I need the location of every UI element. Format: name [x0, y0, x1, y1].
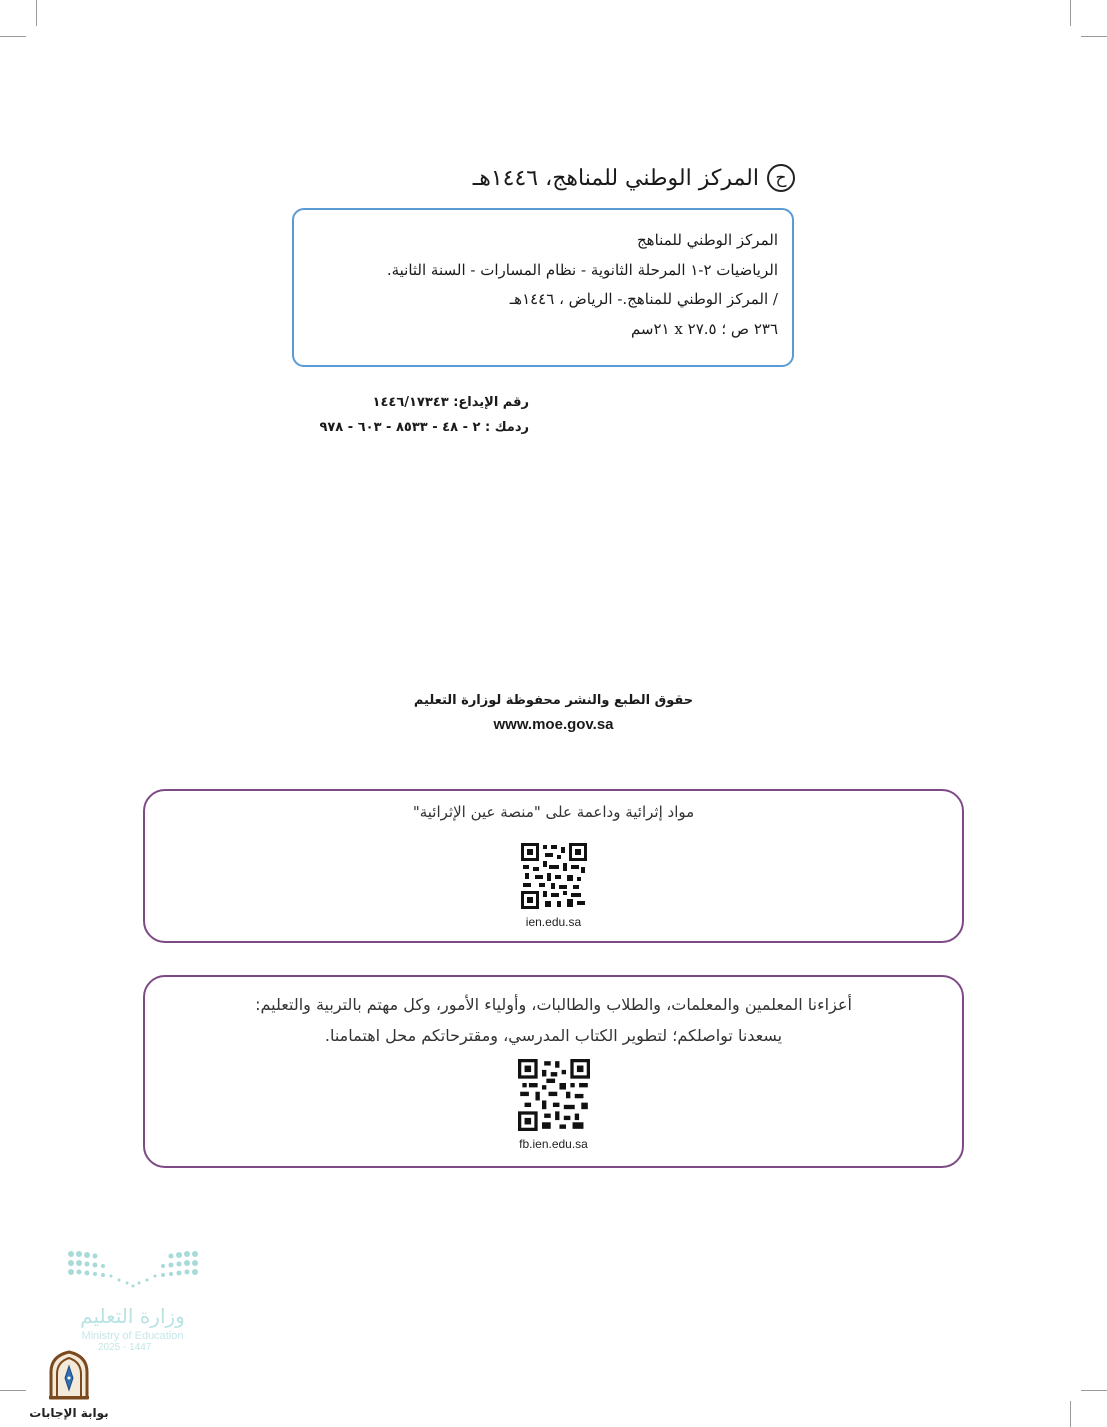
website-link[interactable]: www.moe.gov.sa — [493, 716, 614, 733]
ministry-dots-icon — [63, 1248, 203, 1294]
copyright-title: المركز الوطني للمناهج، ١٤٤٦هـ — [472, 165, 759, 191]
feedback-panel — [143, 975, 964, 1168]
crop-mark — [1081, 1390, 1107, 1391]
crop-mark — [1070, 0, 1071, 26]
copyright-mark: ح — [767, 164, 795, 192]
ministry-logo — [60, 1248, 205, 1353]
cip-line: ٢٣٦ ص ؛ ٢٧.٥ x ٢١سم — [630, 319, 778, 338]
qr-code-icon[interactable] — [521, 843, 587, 909]
crop-mark — [1070, 1401, 1071, 1427]
deposit-info — [319, 390, 529, 440]
feedback-line-1: أعزاءنا المعلمين والمعلمات، والطلاب والطالبات، وأولياء الأمور، وكل مهتم بالتربية والتعليم: — [255, 995, 852, 1014]
rights-text: حقوق الطبع والنشر محفوظة لوزارة التعليم — [413, 693, 694, 708]
copyright-heading — [473, 164, 795, 192]
cip-line: المركز الوطني للمناهج — [637, 231, 778, 249]
crop-mark — [36, 0, 37, 26]
answers-gate-label: بوابة الإجابات — [29, 1406, 109, 1420]
rights-block — [0, 693, 1107, 733]
enrichment-text: مواد إثرائية وداعمة على "منصة عين الإثرائية" — [412, 803, 695, 821]
ministry-name-english: Ministry of Education — [81, 1330, 184, 1342]
cip-line: / المركز الوطني للمناهج.- الرياض ، ١٤٤٦هـ — [509, 290, 778, 308]
enrichment-panel — [143, 789, 964, 943]
isbn: ردمك : ٢ - ٤٨ - ٨٥٣٣ - ٦٠٣ - ٩٧٨ — [319, 420, 529, 435]
ministry-name-arabic: وزارة التعليم — [80, 1304, 185, 1328]
cataloguing-box — [292, 208, 794, 367]
answers-gate-logo — [28, 1350, 110, 1420]
crop-mark — [0, 1390, 26, 1391]
cip-line: الرياضيات ٢-١ المرحلة الثانوية - نظام المسارات - السنة الثانية. — [386, 260, 778, 279]
deposit-number: رقم الإيداع: ١٤٤٦/١٧٣٤٣ — [372, 395, 529, 410]
qr-url[interactable]: ien.edu.sa — [525, 915, 582, 929]
qr-url[interactable]: fb.ien.edu.sa — [519, 1137, 588, 1151]
feedback-line-2: يسعدنا تواصلكم؛ لتطوير الكتاب المدرسي، ومقترحاتكم محل اهتمامنا. — [324, 1026, 783, 1045]
crop-mark — [0, 36, 26, 37]
crop-mark — [1081, 36, 1107, 37]
mosque-arch-pen-icon — [45, 1350, 93, 1400]
qr-code-icon[interactable] — [518, 1059, 590, 1131]
ministry-year: 2025 - 1447 — [98, 1342, 152, 1353]
